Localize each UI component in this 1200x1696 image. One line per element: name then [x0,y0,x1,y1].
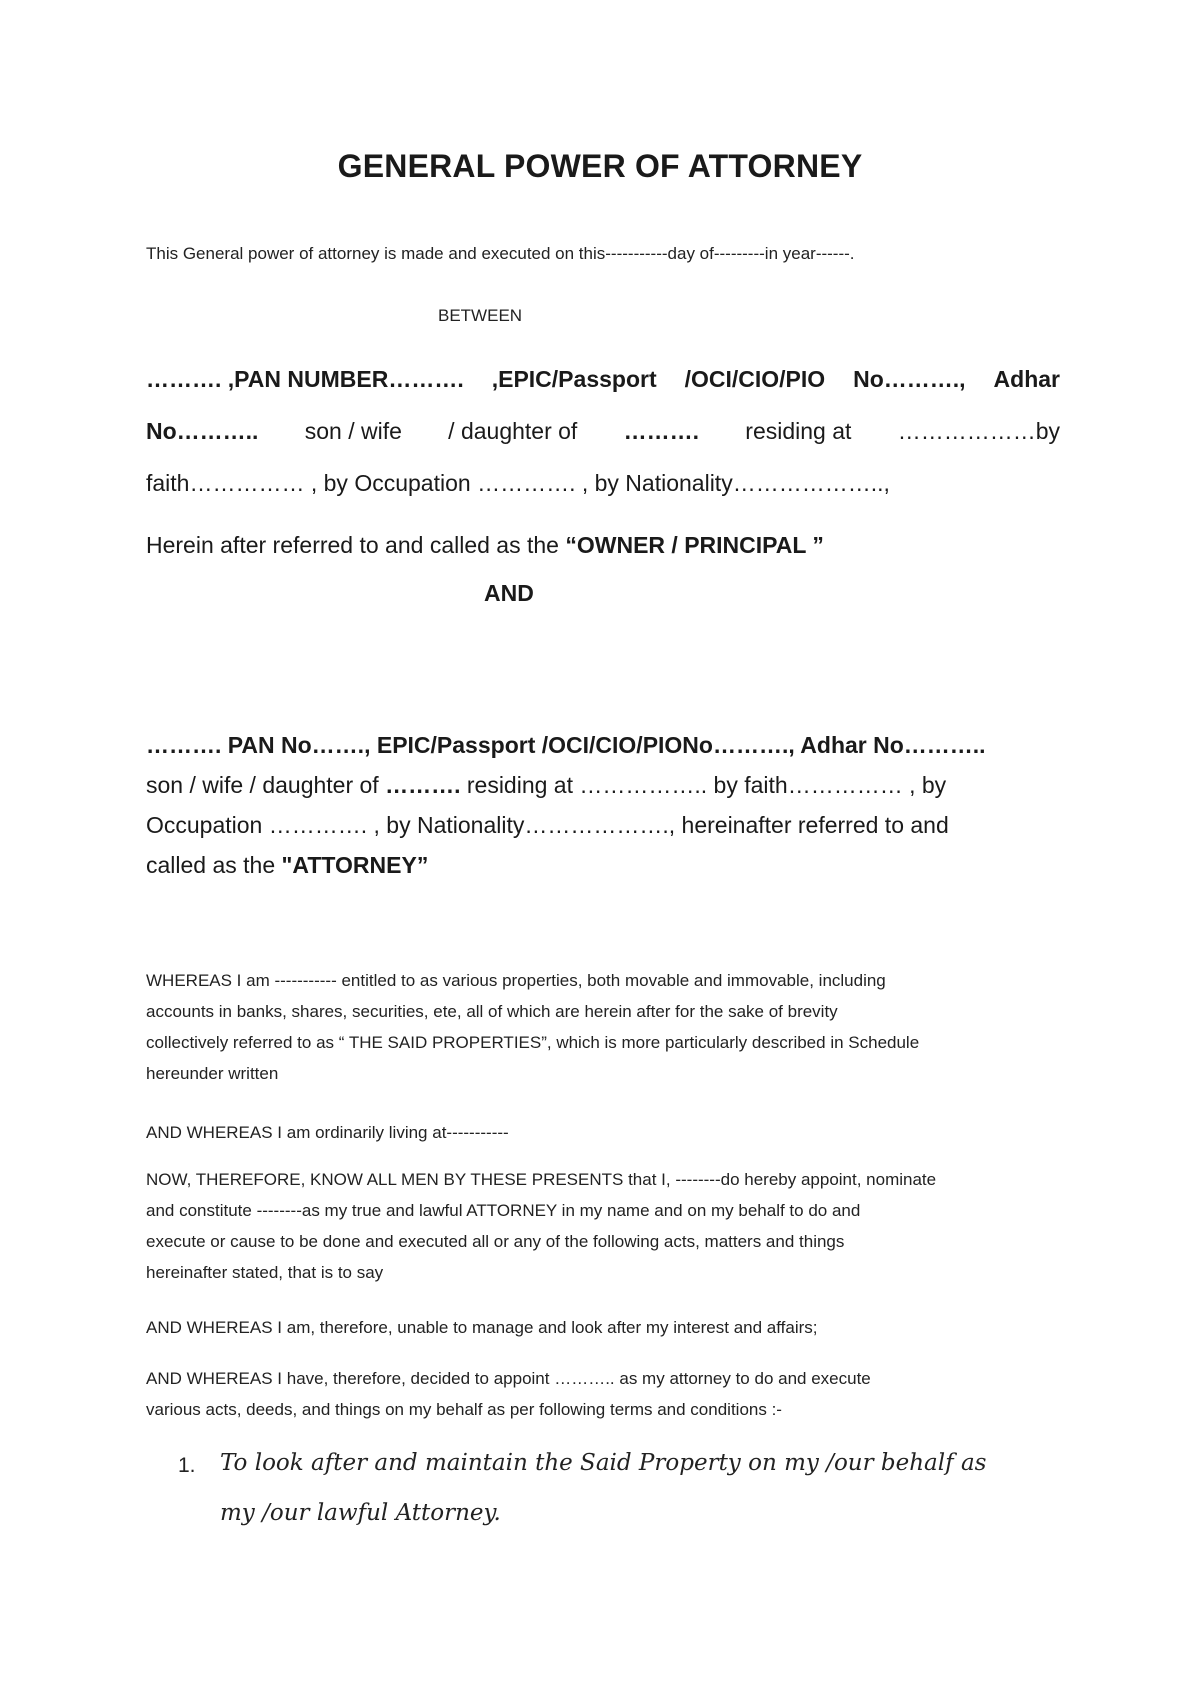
owner-designation-prefix: Herein after referred to and called as the [146,532,566,558]
attorney-line-2 [146,772,946,799]
paragraph-line: hereunder written [146,1064,279,1083]
owner-relation: son / wife [304,418,402,444]
document-title: GENERAL POWER OF ATTORNEY [337,148,863,184]
owner-epic-label: ,EPIC/Passport [491,366,657,392]
paragraph-line: collectively referred to as “ THE SAID PROPERTIES”, which is more particularly described in Schedule [146,1033,920,1052]
attorney-designation-line [146,852,428,879]
and-heading: AND [484,580,534,606]
paragraph-line: various acts, deeds, and things on my behalf as per following terms and conditions :- [146,1400,782,1419]
list-item-number: 1. [178,1454,196,1477]
attorney-relation: son / wife / daughter of [146,772,386,798]
attorney-designation-prefix: called as the [146,852,282,878]
owner-line-1 [146,366,1060,393]
paragraph-line: WHEREAS I am ----------- entitled to as various properties, both movable and immovable, including [146,971,886,990]
now-therefore-paragraph [146,1164,1076,1288]
list-item-line-1: To look after and maintain the Said Property on my /our behalf as [220,1450,987,1476]
whereas-paragraph-1 [146,965,1076,1089]
paragraph-line: NOW, THEREFORE, KNOW ALL MEN BY THESE PRESENTS that I, --------do hereby appoint, nominate [146,1170,937,1189]
paragraph-line: accounts in banks, shares, securities, ete, all of which are herein after for the sake of brevity [146,1002,838,1021]
owner-residing-blank: ………………by [897,418,1060,444]
owner-oci-label: /OCI/CIO/PIO [684,366,826,392]
attorney-designation: "ATTORNEY” [281,852,429,878]
attorney-parent-blank: ………. [385,772,461,798]
owner-adhar-no: No……….. [146,418,259,444]
between-heading: BETWEEN [438,306,523,325]
owner-daughter-of: / daughter of [448,418,578,444]
paragraph-line: execute or cause to be done and executed all or any of the following acts, matters and things [146,1232,845,1251]
paragraph-line: AND WHEREAS I have, therefore, decided to appoint ……….. as my attorney to do and execute [146,1369,871,1388]
list-item-line-2: my /our lawful Attorney. [220,1500,501,1526]
paragraph-line: AND WHEREAS I am ordinarily living at----------- [146,1123,509,1142]
owner-name-blank: ………. ,PAN NUMBER………. [146,366,464,392]
paragraph-line: AND WHEREAS I am, therefore, unable to manage and look after my interest and affairs; [146,1318,818,1337]
paragraph-line: and constitute --------as my true and lawful ATTORNEY in my name and on my behalf to do and [146,1201,861,1220]
owner-designation-line [146,532,824,559]
attorney-line-1: ………. PAN No……., EPIC/Passport /OCI/CIO/PIONo………., Adhar No……….. [146,732,986,758]
attorney-residing: residing at …………….. by faith…………… , by [460,772,947,798]
paragraph-line: hereinafter stated, that is to say [146,1263,384,1282]
owner-designation: “OWNER / PRINCIPAL ” [565,532,824,558]
whereas-paragraph-2 [146,1117,1076,1148]
owner-line-2 [146,418,1060,445]
owner-parent-blank: ………. [623,418,699,444]
owner-adhar-label: Adhar [993,366,1060,392]
owner-no-label: No………., [853,366,966,392]
attorney-line-3: Occupation …………. , by Nationality………………., hereinafter referred to and [146,812,949,838]
whereas-paragraph-3 [146,1312,1076,1343]
owner-line-3: faith…………… , by Occupation …………. , by Nationality……………….., [146,470,890,496]
owner-residing-label: residing at [745,418,852,444]
whereas-paragraph-4 [146,1363,1076,1425]
intro-line: This General power of attorney is made and executed on this-----------day of---------in year------. [146,244,855,263]
